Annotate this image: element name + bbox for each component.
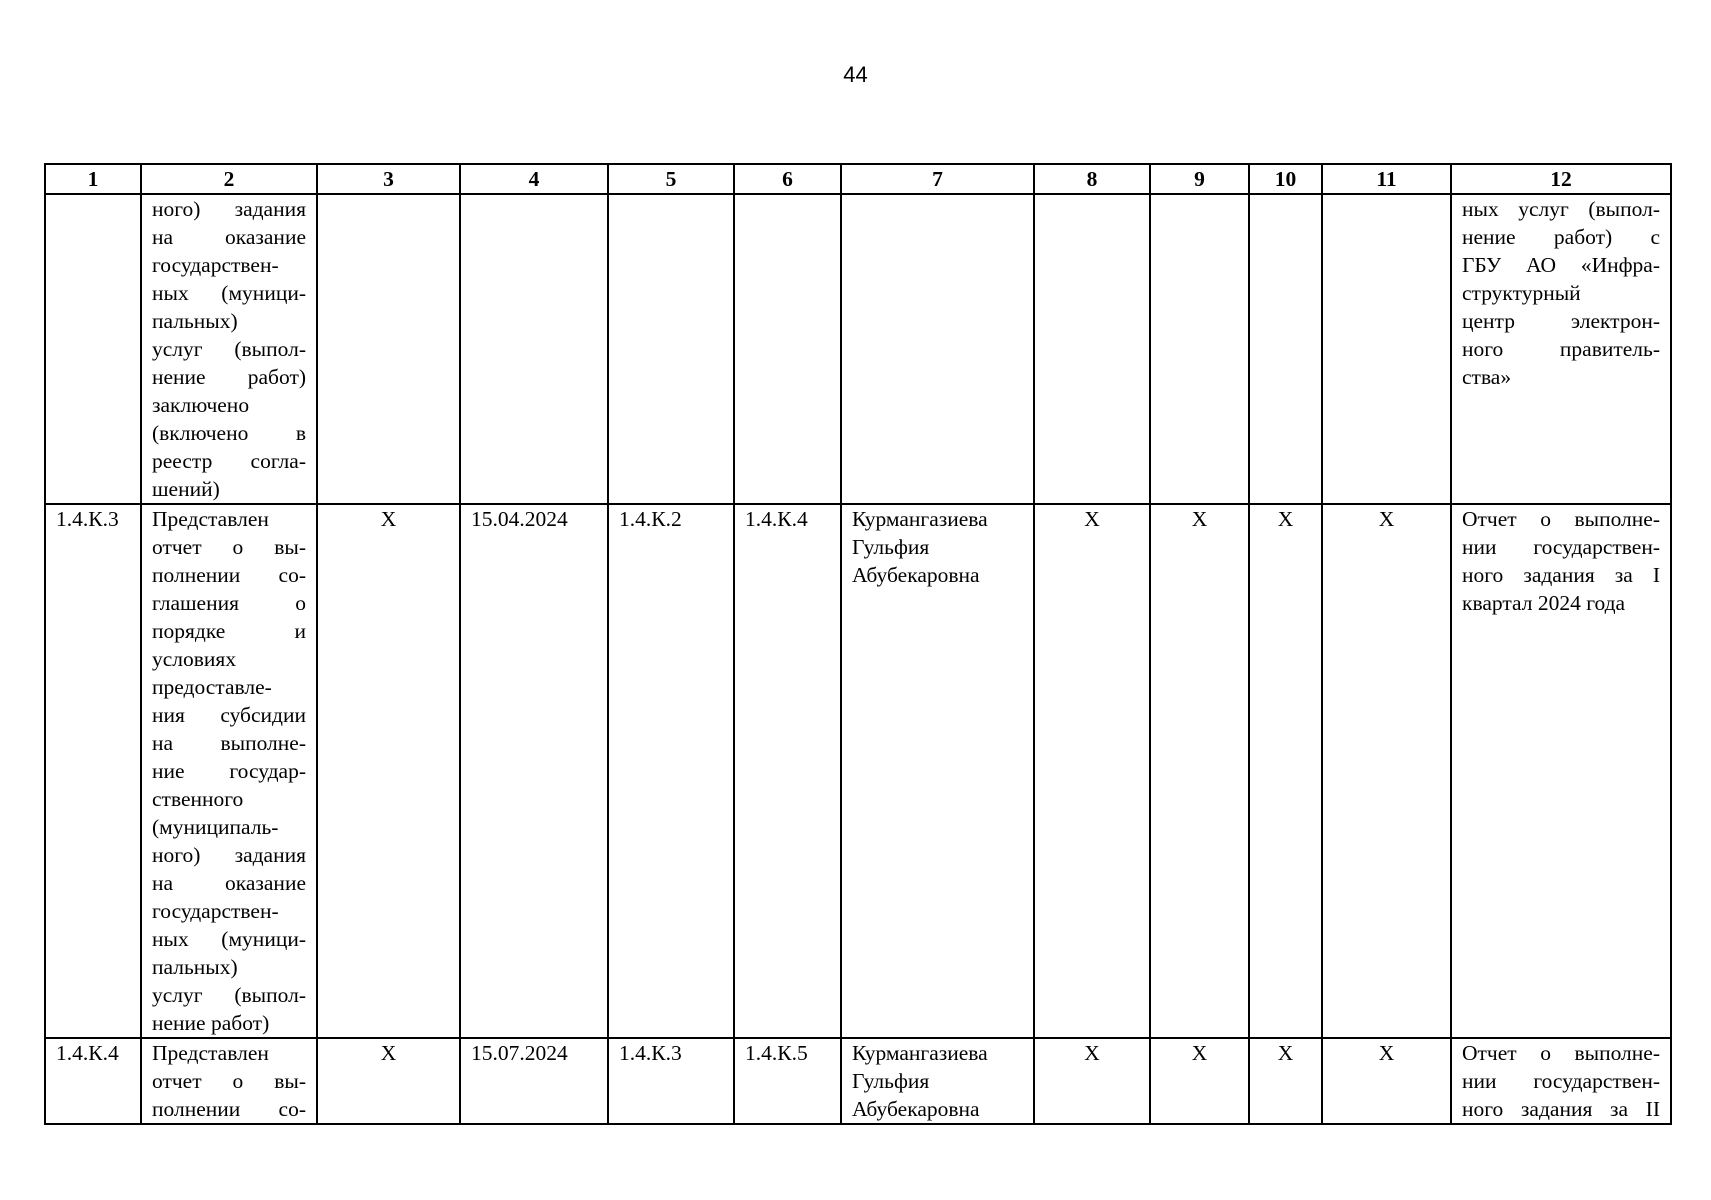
table-cell: X xyxy=(1322,504,1451,1038)
column-header: 1 xyxy=(45,164,141,194)
text-line: Отчет о выполне- xyxy=(1462,1041,1660,1065)
page-number: 44 xyxy=(843,62,868,87)
text-line: (включено в xyxy=(152,421,306,445)
text-line: заключено xyxy=(152,393,250,417)
table-cell xyxy=(1322,194,1451,504)
table-header-row xyxy=(45,164,1671,194)
table-cell xyxy=(1034,194,1150,504)
responsible-cell xyxy=(841,504,1034,1038)
result-cell xyxy=(1451,504,1671,1038)
text-line: Абубекаровна xyxy=(852,563,980,587)
text-line: полнении со- xyxy=(152,1097,306,1121)
text-line: порядке и xyxy=(152,619,306,643)
text-line: Представлен xyxy=(152,1041,269,1065)
row-id-cell: 1.4.К.3 xyxy=(45,504,141,1038)
text-line: нии государствен- xyxy=(1462,1069,1660,1093)
text-line: на оказание xyxy=(152,225,306,249)
text-line: ных (муници- xyxy=(152,281,306,305)
description-cell xyxy=(141,194,317,504)
text-line: Отчет о выполне- xyxy=(1462,507,1660,531)
table-cell: 1.4.К.2 xyxy=(608,504,734,1038)
table-cell: X xyxy=(1150,504,1249,1038)
responsible-cell xyxy=(841,194,1034,504)
table-cell xyxy=(1249,194,1322,504)
plan-table xyxy=(44,163,1672,1125)
text-line: нение работ) с xyxy=(1462,225,1660,249)
description-cell xyxy=(141,504,317,1038)
date-cell: 15.07.2024 xyxy=(460,1038,608,1124)
responsible-cell xyxy=(841,1038,1034,1124)
column-header: 2 xyxy=(141,164,317,194)
table-row xyxy=(45,504,1671,1038)
text-line: ного задания за II xyxy=(1462,1097,1660,1121)
text-line: ства» xyxy=(1462,365,1512,389)
text-line: квартал 2024 года xyxy=(1462,591,1626,615)
text-line: Абубекаровна xyxy=(852,1097,980,1121)
result-cell xyxy=(1451,1038,1671,1124)
text-line: ного правитель- xyxy=(1462,337,1660,361)
text-line: ния субсидии xyxy=(152,703,306,727)
text-line: реестр согла- xyxy=(152,449,306,473)
table-cell xyxy=(608,194,734,504)
row-id-cell xyxy=(45,194,141,504)
table-cell: 1.4.К.3 xyxy=(608,1038,734,1124)
column-header: 8 xyxy=(1034,164,1150,194)
date-cell xyxy=(460,194,608,504)
date-cell: 15.04.2024 xyxy=(460,504,608,1038)
text-line: Представлен xyxy=(152,507,269,531)
table-cell xyxy=(1150,194,1249,504)
text-line: ние государ- xyxy=(152,759,306,783)
text-line: Гульфия xyxy=(852,535,930,559)
text-line: отчет о вы- xyxy=(152,535,306,559)
text-line: Курмангазиева xyxy=(852,507,988,531)
text-line: ственного xyxy=(152,787,244,811)
column-header: 11 xyxy=(1322,164,1451,194)
text-line: услуг (выпол- xyxy=(152,337,306,361)
table-cell xyxy=(734,194,841,504)
column-header: 12 xyxy=(1451,164,1671,194)
result-cell xyxy=(1451,194,1671,504)
row-id-cell: 1.4.К.4 xyxy=(45,1038,141,1124)
text-line: государствен- xyxy=(152,899,279,923)
table-cell: X xyxy=(317,504,460,1038)
column-header: 10 xyxy=(1249,164,1322,194)
text-line: на оказание xyxy=(152,871,306,895)
table-cell: X xyxy=(1034,1038,1150,1124)
text-line: ГБУ АО «Инфра- xyxy=(1462,253,1660,277)
text-line: нии государствен- xyxy=(1462,535,1660,559)
text-line: условиях xyxy=(152,647,237,671)
text-line: на выполне- xyxy=(152,731,306,755)
column-header: 6 xyxy=(734,164,841,194)
text-line: услуг (выпол- xyxy=(152,983,306,1007)
text-line: ного задания за I xyxy=(1462,563,1660,587)
text-line: нение работ) xyxy=(152,1011,270,1035)
table-cell: X xyxy=(317,1038,460,1124)
text-line: Курмангазиева xyxy=(852,1041,988,1065)
table-cell: X xyxy=(1322,1038,1451,1124)
table-row xyxy=(45,1038,1671,1124)
text-line: отчет о вы- xyxy=(152,1069,306,1093)
table-cell: 1.4.К.4 xyxy=(734,504,841,1038)
text-line: пальных) xyxy=(152,955,238,979)
column-header: 4 xyxy=(460,164,608,194)
table-cell: 1.4.К.5 xyxy=(734,1038,841,1124)
text-line: ных услуг (выпол- xyxy=(1462,197,1660,221)
text-line: ных (муници- xyxy=(152,927,306,951)
table-row xyxy=(45,194,1671,504)
text-line: государствен- xyxy=(152,253,279,277)
text-line: шений) xyxy=(152,477,220,501)
text-line: предоставле- xyxy=(152,675,272,699)
text-line: глашения о xyxy=(152,591,306,615)
column-header: 5 xyxy=(608,164,734,194)
table-cell: X xyxy=(1150,1038,1249,1124)
table-cell: X xyxy=(1249,1038,1322,1124)
text-line: структурный xyxy=(1462,281,1581,305)
text-line: ного) задания xyxy=(152,843,306,867)
table-cell: X xyxy=(1034,504,1150,1038)
table-cell xyxy=(317,194,460,504)
column-header: 9 xyxy=(1150,164,1249,194)
text-line: пальных) xyxy=(152,309,238,333)
text-line: нение работ) xyxy=(152,365,306,389)
text-line: ного) задания xyxy=(152,197,306,221)
text-line: Гульфия xyxy=(852,1069,930,1093)
text-line: (муниципаль- xyxy=(152,815,279,839)
text-line: полнении со- xyxy=(152,563,306,587)
table-cell: X xyxy=(1249,504,1322,1038)
column-header: 7 xyxy=(841,164,1034,194)
description-cell xyxy=(141,1038,317,1124)
text-line: центр электрон- xyxy=(1462,309,1660,333)
column-header: 3 xyxy=(317,164,460,194)
